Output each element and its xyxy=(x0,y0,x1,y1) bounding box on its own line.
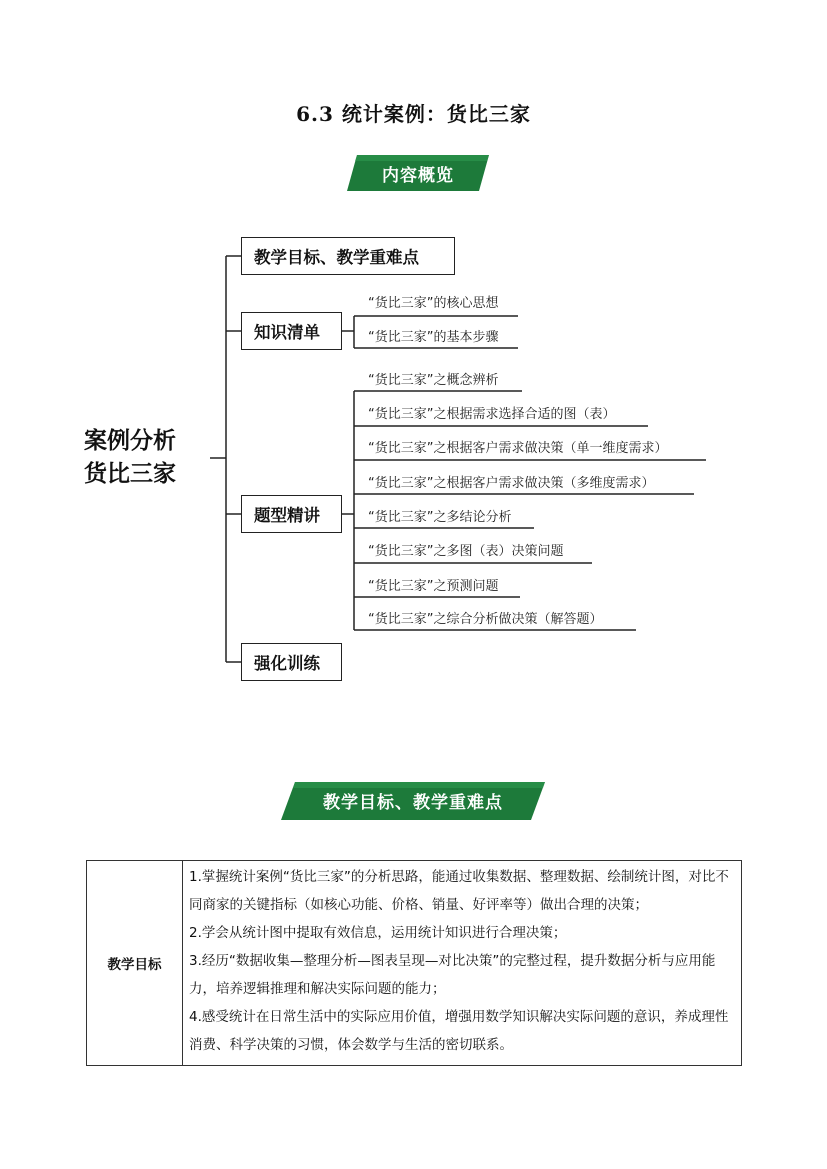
question-type-1: “货比三家”之概念辨析 xyxy=(368,373,499,388)
root-line-1: 案例分析 xyxy=(84,428,176,454)
question-type-3: “货比三家”之根据客户需求做决策（单一维度需求） xyxy=(368,441,668,456)
question-type-4: “货比三家”之根据客户需求做决策（多维度需求） xyxy=(368,476,655,491)
goals-content xyxy=(183,861,742,1066)
category-goals: 教学目标、教学重难点 xyxy=(241,237,455,275)
knowledge-item-1: “货比三家”的核心思想 xyxy=(368,296,499,311)
goals-row xyxy=(87,861,742,1066)
goal-item-1: 1.掌握统计案例“货比三家”的分析思路，能通过收集数据、整理数据、绘制统计图，对比不同商家的关键指标（如核心功能、价格、销量、好评率等）做出合理的决策； xyxy=(189,869,729,913)
question-type-5: “货比三家”之多结论分析 xyxy=(368,510,512,525)
page-title: 6.3 统计案例：货比三家 xyxy=(296,102,531,126)
root-line-2: 货比三家 xyxy=(84,461,176,487)
goals-banner-label: 教学目标、教学重难点 xyxy=(323,792,503,813)
question-type-6: “货比三家”之多图（表）决策问题 xyxy=(368,544,564,559)
category-training: 强化训练 xyxy=(241,643,342,681)
goals-banner xyxy=(281,782,545,818)
question-type-8: “货比三家”之综合分析做决策（解答题） xyxy=(368,612,603,627)
question-type-7: “货比三家”之预测问题 xyxy=(368,579,499,594)
overview-banner-label: 内容概览 xyxy=(382,165,454,186)
goal-item-3: 3.经历“数据收集—整理分析—图表呈现—对比决策”的完整过程，提升数据分析与应用能力，培养逻辑推理和解决实际问题的能力； xyxy=(189,953,716,997)
goals-table xyxy=(86,860,742,1066)
category-question-types: 题型精讲 xyxy=(241,495,342,533)
knowledge-item-2: “货比三家”的基本步骤 xyxy=(368,330,499,345)
question-type-2: “货比三家”之根据需求选择合适的图（表） xyxy=(368,407,616,422)
goal-item-4: 4.感受统计在日常生活中的实际应用价值，增强用数学知识解决实际问题的意识，养成理性消费、科学决策的习惯，体会数学与生活的密切联系。 xyxy=(189,1009,729,1053)
goals-label: 教学目标 xyxy=(87,861,183,1066)
goal-item-2: 2.学会从统计图中提取有效信息，运用统计知识进行合理决策； xyxy=(189,925,567,941)
category-knowledge: 知识清单 xyxy=(241,312,342,350)
mindmap-root xyxy=(72,425,188,491)
